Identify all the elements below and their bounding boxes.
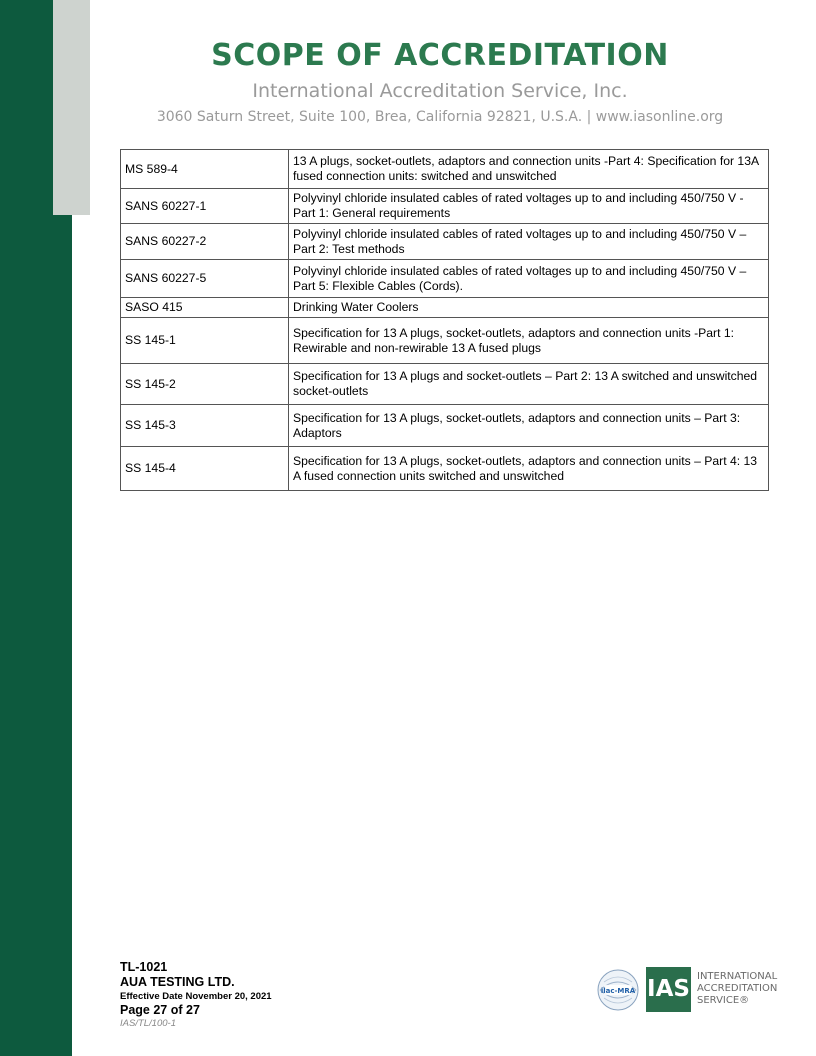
standard-cell: SS 145-1 [121, 318, 289, 364]
footer [120, 960, 272, 1030]
description-cell: Specification for 13 A plugs and socket-outlets – Part 2: 13 A switched and unswitched socket-outlets [289, 364, 769, 405]
table-row [121, 224, 769, 260]
organization-address: 3060 Saturn Street, Suite 100, Brea, California 92821, U.S.A. | www.iasonline.org [156, 109, 724, 125]
ias-logo-line2: ACCREDITATION [697, 983, 778, 994]
standard-cell: SS 145-4 [121, 447, 289, 491]
table-row [121, 189, 769, 224]
description-cell: Specification for 13 A plugs, socket-outlets, adaptors and connection units -Part 1: Rewirable and non-rewirable 13 A fused plugs [289, 318, 769, 364]
standard-cell: SS 145-3 [121, 405, 289, 447]
standard-cell: SANS 60227-1 [121, 189, 289, 224]
svg-text:ilac-MRA: ilac-MRA [600, 987, 636, 995]
table-row [121, 405, 769, 447]
standard-cell: SS 145-2 [121, 364, 289, 405]
description-cell: Specification for 13 A plugs, socket-outlets, adaptors and connection units – Part 3: Adaptors [289, 405, 769, 447]
ias-logo-line3: SERVICE® [697, 995, 750, 1006]
description-cell: Polyvinyl chloride insulated cables of rated voltages up to and including 450/750 V – Part 2: Test methods [289, 224, 769, 260]
standard-cell: SANS 60227-2 [121, 224, 289, 260]
standard-cell: MS 589-4 [121, 150, 289, 189]
table-row [121, 318, 769, 364]
ias-logo-line1: INTERNATIONAL [697, 971, 778, 982]
standard-cell: SANS 60227-5 [121, 260, 289, 298]
description-cell: Polyvinyl chloride insulated cables of rated voltages up to and including 450/750 V - Part 1: General requirements [289, 189, 769, 224]
ias-logo-text [697, 971, 777, 1007]
table-row [121, 364, 769, 405]
footer-form-id: IAS/TL/100-1 [120, 1018, 176, 1029]
organization-name: International Accreditation Service, Inc. [252, 80, 628, 102]
table-row [121, 298, 769, 318]
ias-logo-mark: IAS [646, 967, 691, 1012]
description-cell: Specification for 13 A plugs, socket-outlets, adaptors and connection units – Part 4: 13 A fused connection units switched and unswitched [289, 447, 769, 491]
description-cell: Polyvinyl chloride insulated cables of rated voltages up to and including 450/750 V – Part 5: Flexible Cables (Cords). [289, 260, 769, 298]
footer-effective-date: Effective Date November 20, 2021 [120, 991, 272, 1002]
table-row [121, 150, 769, 189]
left-grey-tab [53, 0, 90, 215]
table-row [121, 260, 769, 298]
scope-table [120, 149, 769, 491]
scope-table-body [121, 150, 769, 491]
table-row [121, 447, 769, 491]
page-title: SCOPE OF ACCREDITATION [211, 38, 669, 73]
footer-doc-id: TL-1021 [120, 960, 168, 974]
standard-cell: SASO 415 [121, 298, 289, 318]
footer-page-number: Page 27 of 27 [120, 1003, 200, 1017]
description-cell: 13 A plugs, socket-outlets, adaptors and connection units -Part 4: Specification for 13A fused connection units: switched and unswitched [289, 150, 769, 189]
ilac-mra-logo [596, 968, 640, 1012]
description-cell: Drinking Water Coolers [289, 298, 769, 318]
footer-company: AUA TESTING LTD. [120, 975, 235, 989]
